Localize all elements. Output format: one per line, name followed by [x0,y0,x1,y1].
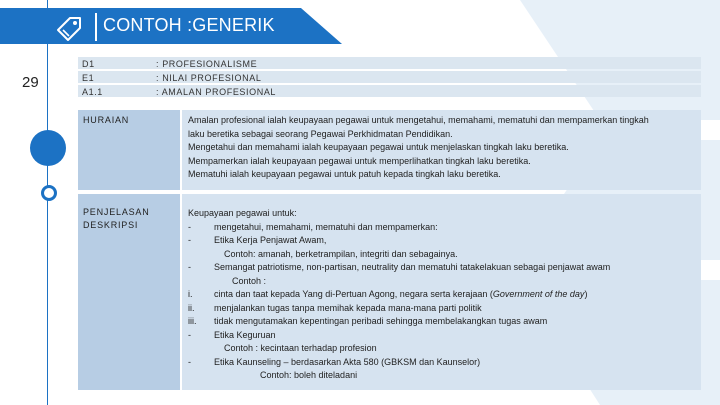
deskripsi-label: DESKRIPSI [83,220,139,230]
list-item: menjalankan tugas tanpa memihak kepada mana-mana parti politik [214,302,482,313]
banner-separator [95,13,97,41]
huraian-line: Mengetahui dan memahami ialah keupayaan pegawai untuk menjelaskan tingkah laku beretika. [188,142,569,152]
list-item: Etika Keguruan [214,329,276,340]
penjelasan-label: PENJELASAN [83,207,150,217]
row-value: : AMALAN PROFESIONAL [156,87,277,97]
huraian-label-cell [78,110,180,190]
list-bullet: ii. [188,302,195,313]
list-bullet: - [188,356,191,367]
header-row-d1 [78,57,701,69]
page-title: CONTOH :GENERIK [103,15,275,35]
list-item: cinta dan taat kepada Yang di-Pertuan Agong, negara serta kerajaan (Government of the day) [214,289,588,299]
list-bullet: - [188,221,191,232]
timeline-ring [41,185,57,201]
row-code: D1 [82,59,95,69]
huraian-line: Mempamerkan ialah keupayaan pegawai untuk memperlihatkan tingkah laku beretika. [188,155,531,166]
tag-icon [52,12,86,42]
huraian-label: HURAIAN [83,115,130,125]
list-bullet: - [188,235,191,245]
penjelasan-label-cell [78,194,180,390]
list-item: Contoh : kecintaan terhadap profesion [224,343,377,353]
timeline-line [47,0,48,405]
row-code: E1 [82,73,95,83]
row-code: A1.1 [82,87,103,97]
huraian-line: Amalan profesional ialah keupayaan pegawai untuk mengetahui, memahami, mematuhi dan mempamerkan tingkah [188,115,649,125]
list-bullet: i. [188,289,193,299]
list-item: Etika Kerja Penjawat Awam, [214,235,327,245]
list-bullet: - [188,262,191,272]
header-row-a11 [78,85,701,97]
list-item: Contoh : [232,275,267,286]
list-item: Contoh: boleh diteladani [260,370,358,380]
huraian-section [78,110,701,190]
list-item: mengetahui, memahami, mematuhi dan mempamerkan: [214,221,438,232]
penjelasan-body [182,194,701,390]
penjelasan-intro: Keupayaan pegawai untuk: [188,208,297,218]
list-item: Semangat patriotisme, non-partisan, neutrality dan mematuhi tatakelakuan sebagai penjawat awam [214,262,611,272]
huraian-line: Mematuhi ialah keupayaan pegawai untuk patuh kepada tingkah laku beretika. [188,169,501,179]
row-value: : NILAI PROFESIONAL [156,73,262,83]
penjelasan-section [78,194,701,390]
row-value: : PROFESIONALISME [156,59,258,69]
timeline-dot [30,130,66,166]
huraian-line: laku beretika sebagai seorang Pegawai Perkhidmatan Pendidikan. [188,128,453,139]
header-row-e1 [78,71,701,83]
list-bullet: iii. [188,316,197,326]
list-item: Contoh: amanah, berketrampilan, integriti dan sebagainya. [224,248,458,259]
list-item: tidak mengutamakan kepentingan peribadi sehingga membelakangkan tugas awam [214,316,548,326]
huraian-body [182,110,701,190]
slide-number: 29 [22,74,39,91]
list-bullet: - [188,329,191,340]
list-item: Etika Kaunseling – berdasarkan Akta 580 (GBKSM dan Kaunselor) [214,356,481,367]
